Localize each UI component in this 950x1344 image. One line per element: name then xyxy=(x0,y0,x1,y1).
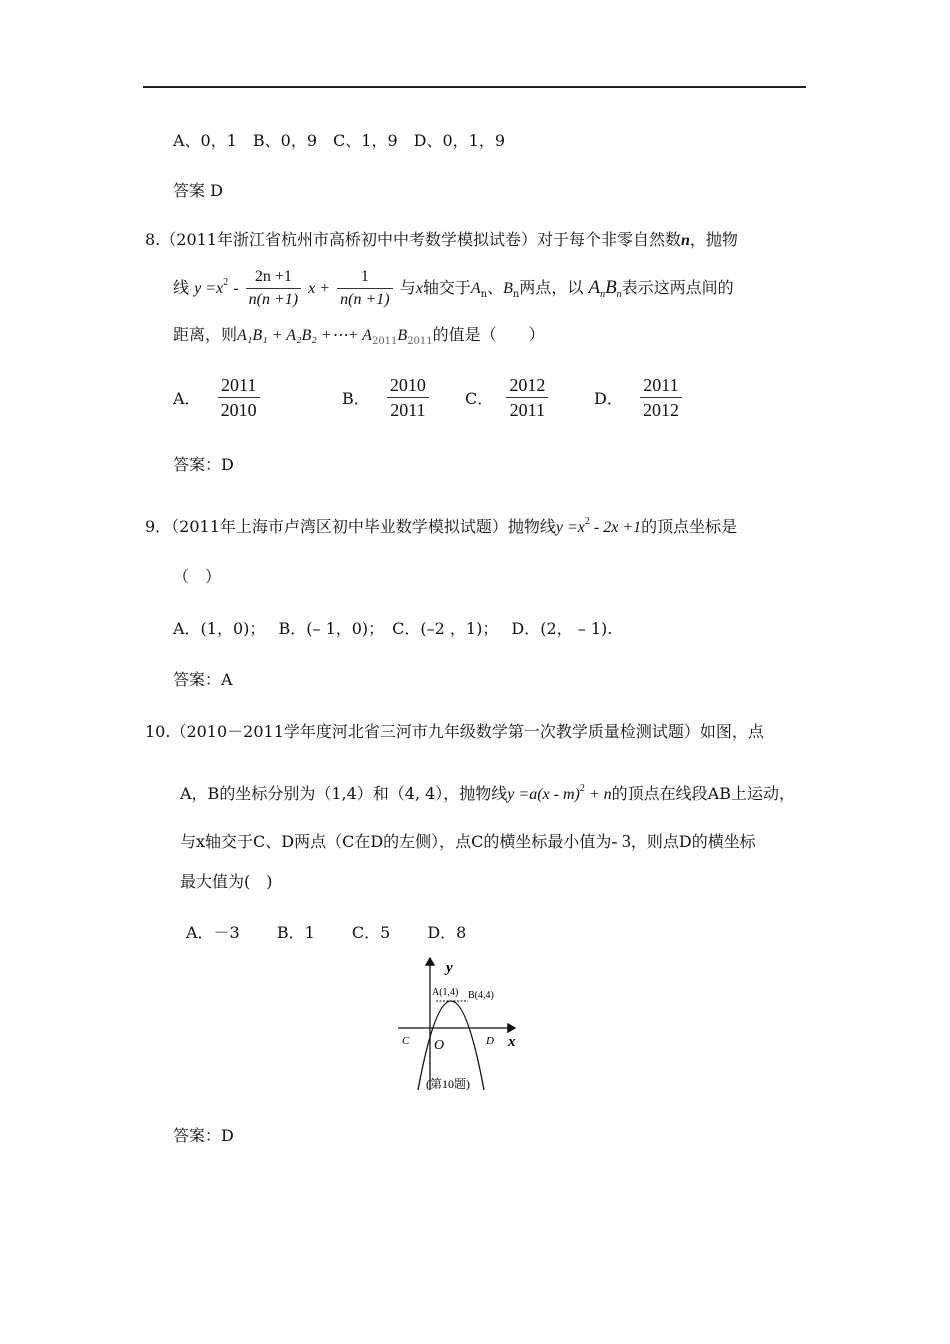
q7-answer: 答案 D xyxy=(173,181,223,200)
q10-header: 10.（2010－2011学年度河北省三河市九年级数学第一次教学质量检测试题）如图，点 xyxy=(145,722,764,741)
q8-fraction-1: $\frac{2n +1}{n(n +1)}$ xyxy=(246,266,301,311)
q9-header: 9．（2011年上海市卢湾区初中毕业数学模拟试题）抛物线$y =x^2 - 2x +1$的顶点坐标是 xyxy=(145,516,738,536)
q8-header: 8.（2011年浙江省杭州市高桥初中中考数学模拟试卷）对于每个非零自然数n，抛物 xyxy=(145,230,738,249)
point-b-label: B(4,4) xyxy=(468,990,494,1001)
y-axis-label: y xyxy=(446,960,453,976)
q10-line2: A，B的坐标分别为（1,4）和（4, 4），抛物线y =a(x - m)$^2$ + n的顶点在线段AB上运动， xyxy=(180,783,795,803)
q10-figure xyxy=(390,950,530,1100)
q8-option-d: D． $\frac{2011}{2012}$ xyxy=(594,373,684,422)
q8-line2: 线 $y =x^2$ - $\frac{2n +1}{n(n +1)}$ x + $\frac{1}{n(n +1)}$ 与x轴交于$A_n$、$B_n$两点，以 $A_nB_n$表示这两点间的 xyxy=(173,259,734,319)
q8-option-a: A． $\frac{2011}{2010}$ xyxy=(173,373,262,422)
origin-label: O xyxy=(434,1038,445,1053)
point-a-label: A(1,4) xyxy=(432,987,459,998)
q8-option-b: B． $\frac{2010}{2011}$ xyxy=(342,373,431,422)
point-d-label: D xyxy=(486,1035,494,1047)
q8-fraction-2: $\frac{1}{n(n +1)}$ xyxy=(337,266,392,311)
q9-options: A．(1，0)； B．(– 1，0)； C．(–2 ，1)； D．(2， – 1). xyxy=(173,619,613,638)
q10-line4: 最大值为( ) xyxy=(180,872,273,891)
q9-answer: 答案：A xyxy=(173,670,233,689)
q7-options: A、0，1 B、0，9 C、1，9 D、0，1，9 xyxy=(173,131,506,150)
q8-line3: 距离，则A₁B₁ + A₂B₂ +⋯+ $A_{2011}B_{2011}$的值是（ ） xyxy=(173,325,545,347)
q10-line3: 与x轴交于C、D两点（C在D的左侧），点C的横坐标最小值为- 3，则点D的横坐标 xyxy=(180,831,756,851)
q10-options: A．－3 B．1 C．5 D．8 xyxy=(186,923,467,942)
figure-caption: (第10题) xyxy=(426,1077,470,1091)
q8-option-c: C． $\frac{2012}{2011}$ xyxy=(465,373,550,422)
q9-blank: （ ） xyxy=(173,567,222,586)
q10-answer: 答案：D xyxy=(173,1126,234,1145)
point-c-label: C xyxy=(402,1035,410,1047)
x-axis-label: x xyxy=(508,1034,516,1050)
q8-answer: 答案：D xyxy=(173,455,234,474)
header-rule xyxy=(143,86,806,88)
